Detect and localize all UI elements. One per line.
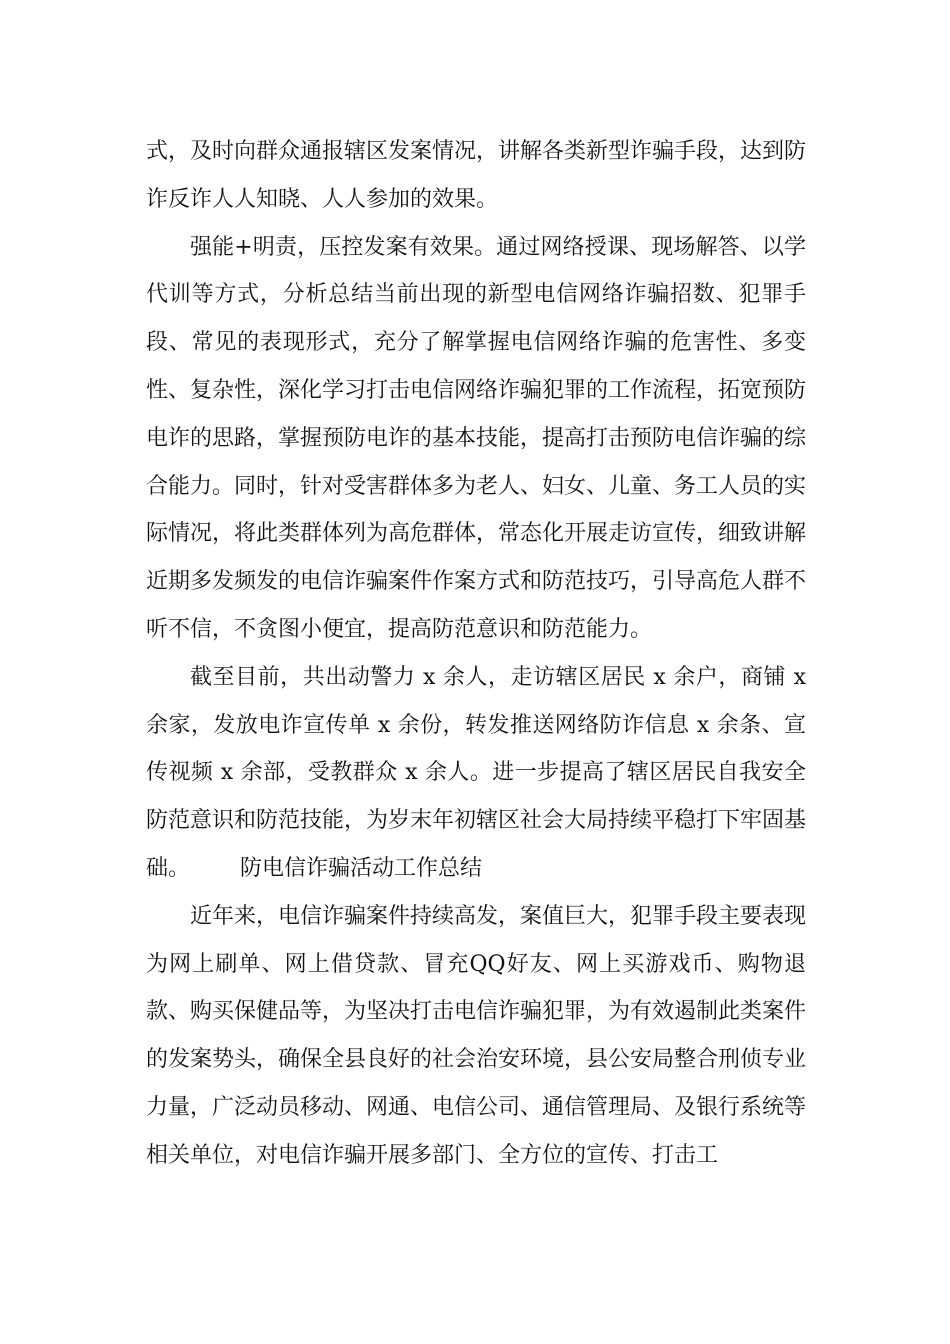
paragraph-1: 式，及时向群众通报辖区发案情况，讲解各类新型诈骗手段，达到防诈反诈人人知晓、人人参加的效果。 (146, 139, 807, 212)
inline-section-title: 防电信诈骗活动工作总结 (240, 855, 483, 881)
document-body (146, 128, 806, 1180)
paragraph-3-text: 截至目前，共出动警力 x 余人，走访辖区居民 x 余户，商铺 x 余家，发放电诈宣传单 x 余份，转发推送网络防诈信息 x 余条、宣传视频 x 余部，受教群众 x 余人。进一步提高了辖区居民自我安全防范意识和防范技能，为岁末年初辖区社会大局持续平稳打下牢固基础。 (146, 664, 807, 881)
paragraph-4: 近年来，电信诈骗案件持续高发，案值巨大，犯罪手段主要表现为网上刷单、网上借贷款、冒充QQ好友、网上买游戏币、购物退款、购买保健品等，为坚决打击电信诈骗犯罪，为有效遏制此类案件的发案势头，确保全县良好的社会治安环境，县公安局整合刑侦专业力量，广泛动员移动、网通、电信公司、通信管理局、及银行系统等相关单位，对电信诈骗开展多部门、全方位的宣传、打击工 (146, 903, 807, 1168)
paragraph-3 (146, 654, 806, 893)
paragraph-2: 强能+明责，压控发案有效果。通过网络授课、现场解答、以学代训等方式，分析总结当前出现的新型电信网络诈骗招数、犯罪手段、常见的表现形式，充分了解掌握电信网络诈骗的危害性、多变性、复杂性，深化学习打击电信网络诈骗犯罪的工作流程，拓宽预防电诈的思路，掌握预防电诈的基本技能，提高打击预防电信诈骗的综合能力。同时，针对受害群体多为老人、妇女、儿童、务工人员的实际情况，将此类群体列为高危群体，常态化开展走访宣传，细致讲解近期多发频发的电信诈骗案件作案方式和防范技巧，引导高危人群不听不信，不贪图小便宜，提高防范意识和防范能力。 (146, 234, 807, 642)
